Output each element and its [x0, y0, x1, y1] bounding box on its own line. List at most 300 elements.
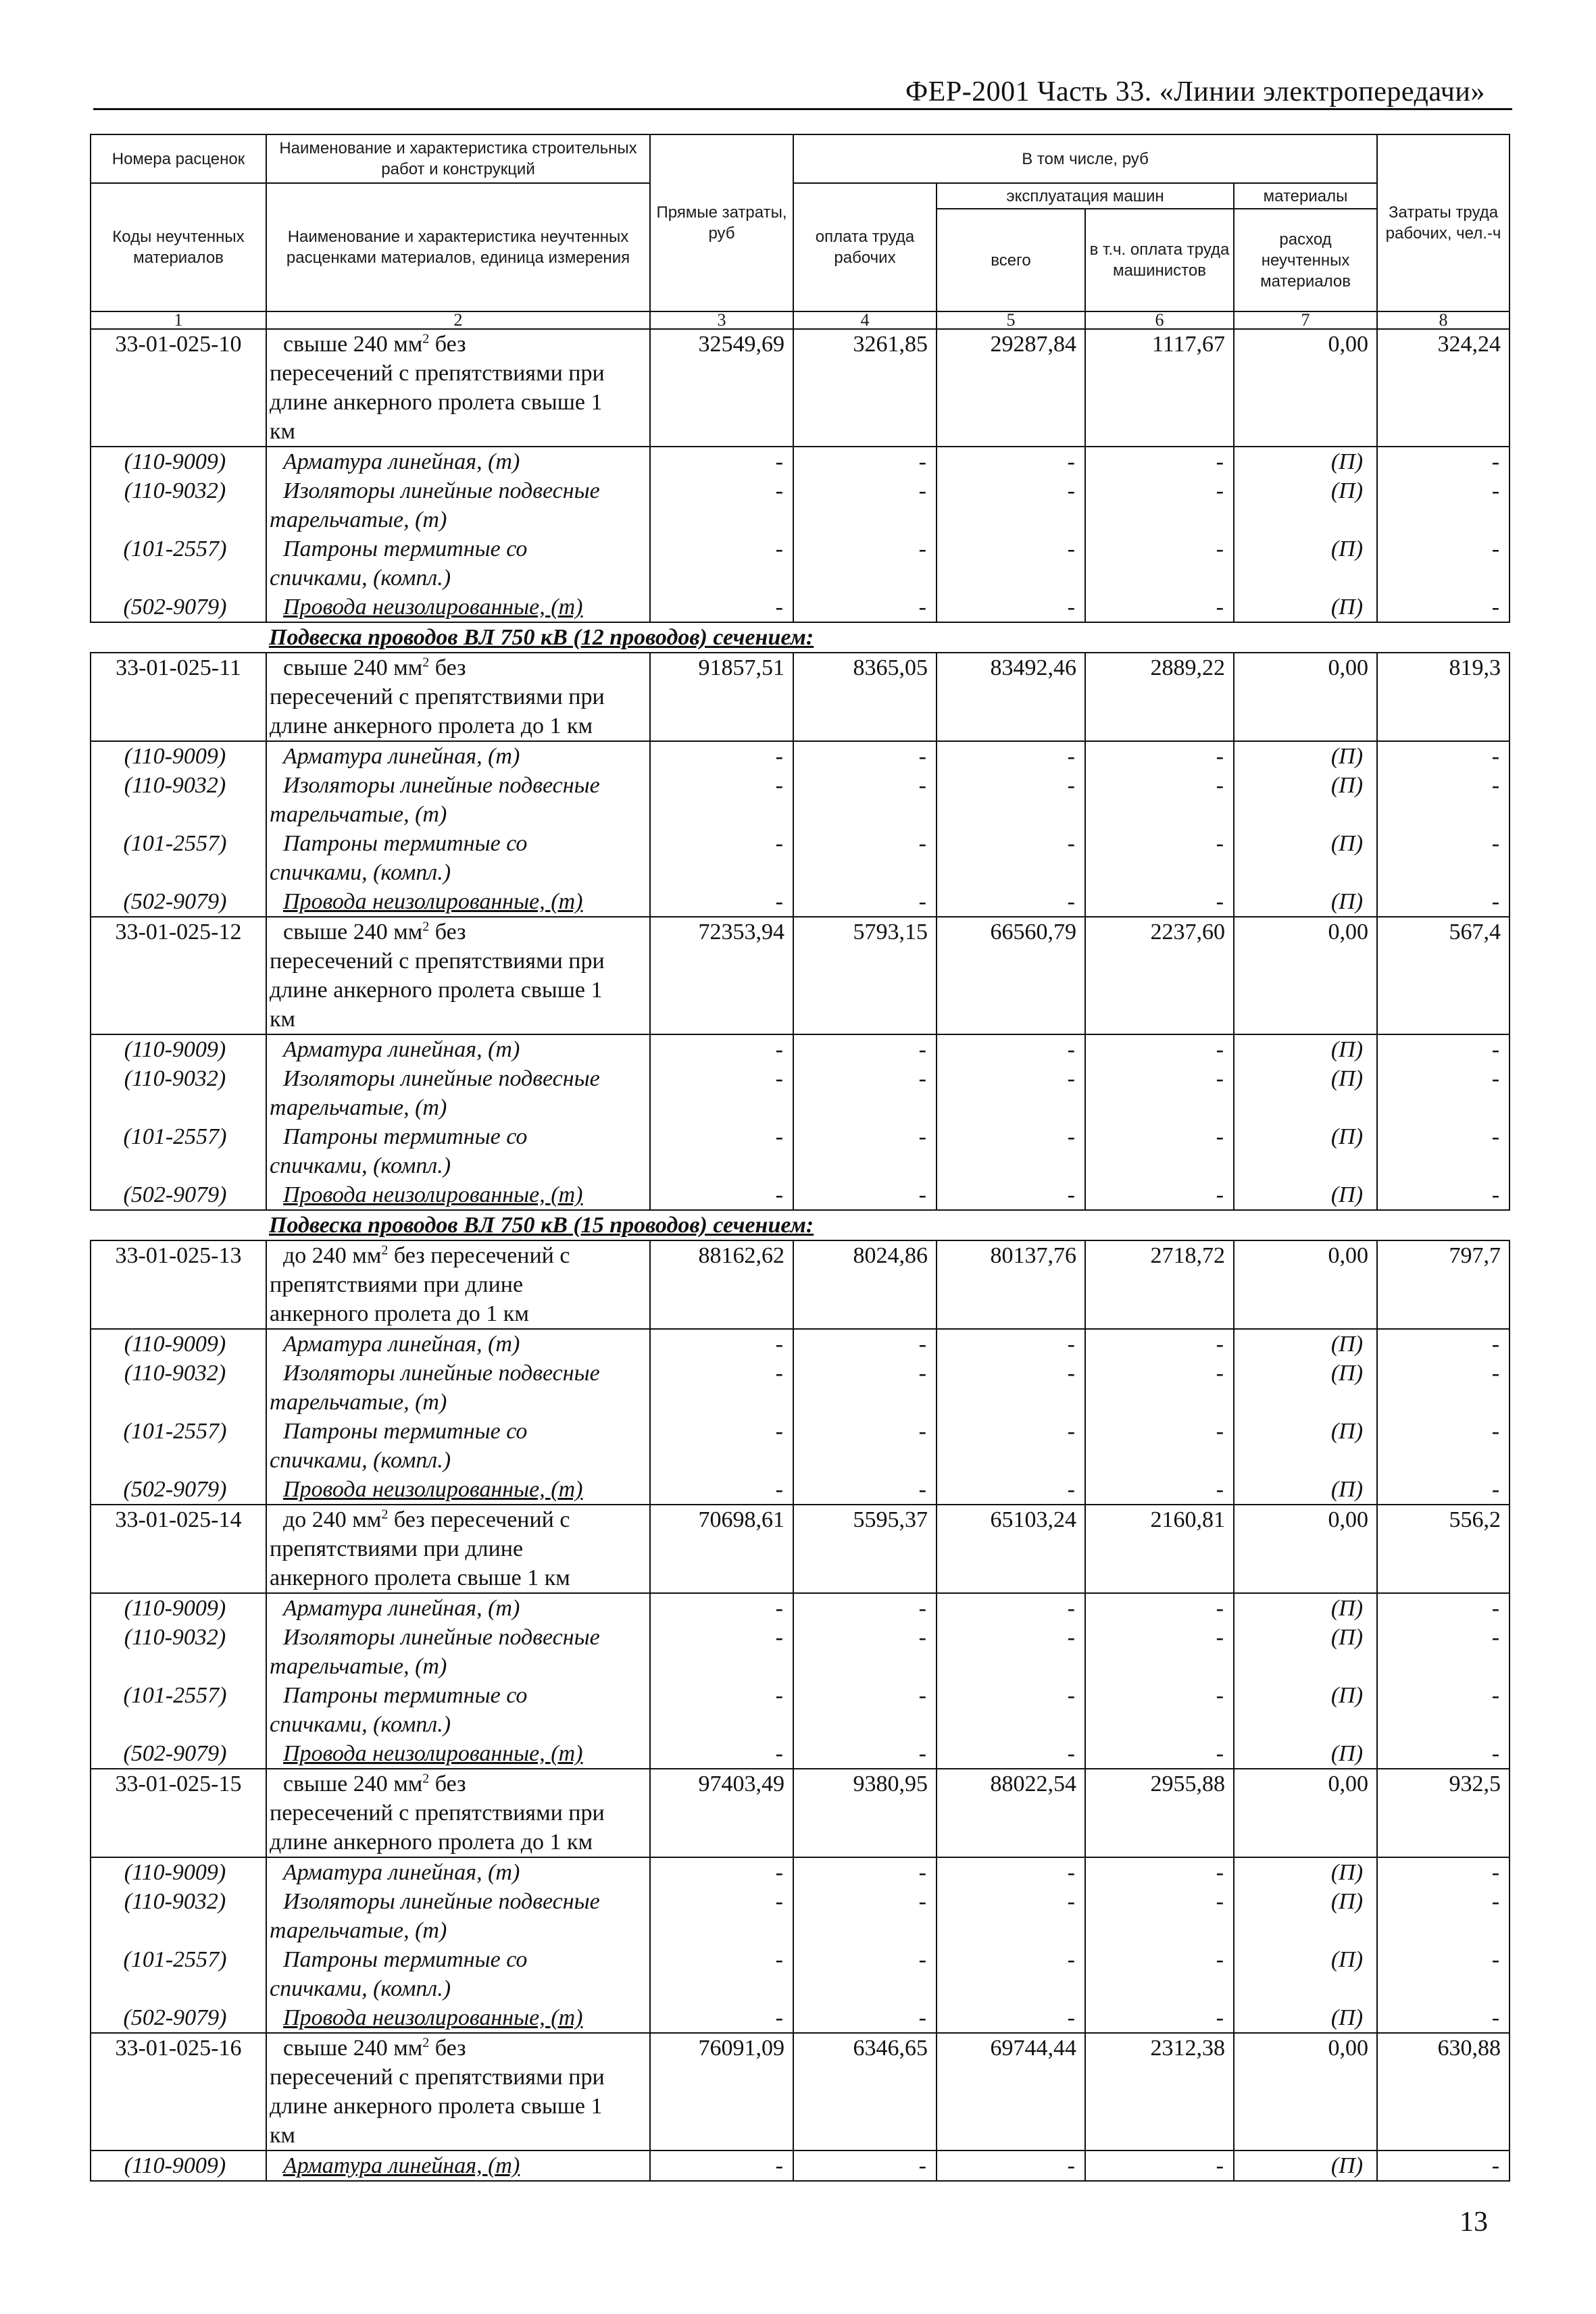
dash-cell: -	[937, 1887, 1085, 1945]
superscript-2: 2	[422, 331, 430, 347]
dash-cell: -	[793, 1329, 937, 1359]
material-line: Изоляторы линейные подвесные	[283, 1625, 600, 1650]
material-line: Изоляторы линейные подвесные	[283, 773, 600, 798]
labor-pay: 8024,86	[793, 1240, 937, 1329]
labor-pay: 9380,95	[793, 1769, 937, 1857]
dash-cell: -	[793, 1122, 937, 1180]
material-name	[266, 1359, 650, 1417]
p-mark: (П)	[1234, 1180, 1377, 1210]
material-line: Арматура линейная, (т)	[283, 1037, 520, 1062]
dash-cell: -	[793, 476, 937, 534]
col-header-oplata: оплата труда рабочих	[793, 183, 937, 311]
rate-code: 33-01-025-12	[91, 917, 266, 1034]
material-name	[266, 1945, 650, 2003]
work-description	[266, 653, 650, 741]
material-row	[91, 1887, 1510, 1945]
dash-cell: -	[793, 1857, 937, 1887]
material-row	[91, 741, 1510, 771]
dash-cell: -	[793, 2003, 937, 2033]
dash-cell: -	[793, 1064, 937, 1122]
col-header-ekspl: эксплуатация машин	[937, 183, 1234, 209]
dash-cell: -	[937, 593, 1085, 622]
table-row	[91, 1240, 1510, 1329]
table-row	[91, 1505, 1510, 1593]
dash-cell: -	[650, 476, 793, 534]
work-line: свыше 240 мм	[283, 655, 423, 680]
dash-cell: -	[650, 1945, 793, 2003]
work-line: без пересечений с	[388, 1243, 570, 1268]
dash-cell: -	[1085, 1064, 1234, 1122]
dash-cell: -	[1377, 1739, 1510, 1769]
dash-cell: -	[937, 534, 1085, 593]
superscript-2: 2	[422, 919, 430, 934]
material-code: (101-2557)	[91, 1681, 266, 1739]
material-line: спичками, (компл.)	[270, 1712, 451, 1737]
p-mark: (П)	[1234, 2003, 1377, 2033]
p-mark: (П)	[1234, 476, 1377, 534]
dash-cell: -	[1377, 2150, 1510, 2181]
col-num-2: 2	[266, 311, 650, 329]
p-mark: (П)	[1234, 1593, 1377, 1623]
p-mark: (П)	[1234, 593, 1377, 622]
col-header-kody: Коды неучтенных материалов	[91, 183, 266, 311]
p-mark: (П)	[1234, 741, 1377, 771]
material-code: (502-9079)	[91, 1739, 266, 1769]
dash-cell: -	[937, 1329, 1085, 1359]
material-row	[91, 1329, 1510, 1359]
p-mark: (П)	[1234, 1359, 1377, 1417]
material-name	[266, 1329, 650, 1359]
p-mark: (П)	[1234, 887, 1377, 917]
material-code: (110-9009)	[91, 1593, 266, 1623]
col-header-zatraty: Затраты труда рабочих, чел.-ч	[1377, 134, 1510, 311]
p-mark: (П)	[1234, 447, 1377, 476]
dash-cell: -	[793, 1475, 937, 1505]
table-row	[91, 1769, 1510, 1857]
dash-cell: -	[937, 1681, 1085, 1739]
material-name	[266, 1417, 650, 1475]
material-line: Патроны термитные со	[283, 1124, 528, 1149]
dash-cell: -	[937, 1593, 1085, 1623]
dash-cell: -	[1085, 1739, 1234, 1769]
section-spacer	[91, 622, 266, 653]
machines-total: 29287,84	[937, 329, 1085, 447]
p-mark: (П)	[1234, 1681, 1377, 1739]
material-code: (110-9032)	[91, 1623, 266, 1681]
dash-cell: -	[1377, 1623, 1510, 1681]
dash-cell: -	[650, 1417, 793, 1475]
work-line: км	[270, 2123, 296, 2148]
material-line: Патроны термитные со	[283, 1419, 528, 1444]
material-line: Провода неизолированные, (т)	[283, 1741, 583, 1766]
p-mark: (П)	[1234, 829, 1377, 887]
p-mark: (П)	[1234, 1857, 1377, 1887]
labor-pay: 3261,85	[793, 329, 937, 447]
col-header-pryamye: Прямые затраты, руб	[650, 134, 793, 311]
section-heading-row	[91, 622, 1510, 653]
material-code: (110-9032)	[91, 476, 266, 534]
material-row	[91, 1034, 1510, 1064]
material-row	[91, 1945, 1510, 2003]
material-line: тарельчатые, (т)	[270, 1918, 447, 1943]
work-line: без	[429, 655, 466, 680]
work-description	[266, 2033, 650, 2150]
material-line: Арматура линейная, (т)	[283, 2153, 520, 2178]
dash-cell: -	[650, 1122, 793, 1180]
work-line: до 240 мм	[283, 1507, 382, 1532]
labor-hours: 556,2	[1377, 1505, 1510, 1593]
col-header-materialy: материалы	[1234, 183, 1377, 209]
material-name	[266, 887, 650, 917]
dash-cell: -	[793, 2150, 937, 2181]
dash-cell: -	[1085, 1329, 1234, 1359]
work-line: пересечений с препятствиями при	[270, 2065, 605, 2090]
dash-cell: -	[793, 1593, 937, 1623]
material-code: (502-9079)	[91, 2003, 266, 2033]
material-code: (502-9079)	[91, 593, 266, 622]
dash-cell: -	[1377, 1681, 1510, 1739]
dash-cell: -	[937, 1417, 1085, 1475]
dash-cell: -	[793, 447, 937, 476]
work-line: анкерного пролета до 1 км	[270, 1301, 529, 1326]
work-line: пересечений с препятствиями при	[270, 684, 605, 709]
material-name	[266, 1122, 650, 1180]
p-mark: (П)	[1234, 1417, 1377, 1475]
dash-cell: -	[650, 887, 793, 917]
p-mark: (П)	[1234, 2150, 1377, 2181]
col-num-5: 5	[937, 311, 1085, 329]
material-row	[91, 887, 1510, 917]
dash-cell: -	[937, 1359, 1085, 1417]
machines-total: 65103,24	[937, 1505, 1085, 1593]
material-row	[91, 1417, 1510, 1475]
section-spacer	[91, 1210, 266, 1240]
work-description	[266, 329, 650, 447]
material-row	[91, 1593, 1510, 1623]
materials-cost: 0,00	[1234, 329, 1377, 447]
work-description	[266, 1505, 650, 1593]
dash-cell: -	[937, 476, 1085, 534]
dash-cell: -	[650, 1623, 793, 1681]
machines-total: 83492,46	[937, 653, 1085, 741]
work-line: свыше 240 мм	[283, 1771, 423, 1796]
dash-cell: -	[1377, 1945, 1510, 2003]
dash-cell: -	[1085, 1857, 1234, 1887]
material-code: (110-9032)	[91, 1359, 266, 1417]
work-line: препятствиями при длине	[270, 1536, 524, 1561]
work-line: без	[429, 332, 466, 357]
dash-cell: -	[937, 1945, 1085, 2003]
table-row	[91, 329, 1510, 447]
dash-cell: -	[650, 2003, 793, 2033]
material-code: (110-9032)	[91, 1064, 266, 1122]
dash-cell: -	[937, 447, 1085, 476]
material-name	[266, 771, 650, 829]
col-header-rashod: расход неучтенных материалов	[1234, 209, 1377, 311]
dash-cell: -	[1377, 2003, 1510, 2033]
material-code: (110-9009)	[91, 741, 266, 771]
machinists-pay: 2889,22	[1085, 653, 1234, 741]
material-code: (110-9009)	[91, 1329, 266, 1359]
machines-total: 80137,76	[937, 1240, 1085, 1329]
col-header-vsego: всего	[937, 209, 1085, 311]
dash-cell: -	[1377, 1034, 1510, 1064]
material-name	[266, 1857, 650, 1887]
col-header-vtch: в т.ч. оплата труда машинистов	[1085, 209, 1234, 311]
section-heading-row	[91, 1210, 1510, 1240]
dash-cell: -	[1085, 447, 1234, 476]
col-num-8: 8	[1377, 311, 1510, 329]
material-row	[91, 1739, 1510, 1769]
dash-cell: -	[650, 447, 793, 476]
materials-cost: 0,00	[1234, 2033, 1377, 2150]
material-code: (110-9009)	[91, 1857, 266, 1887]
p-mark: (П)	[1234, 771, 1377, 829]
material-name	[266, 741, 650, 771]
dash-cell: -	[937, 1064, 1085, 1122]
material-line: Изоляторы линейные подвесные	[283, 1889, 600, 1914]
dash-cell: -	[1377, 593, 1510, 622]
material-name	[266, 1593, 650, 1623]
material-line: Провода неизолированные, (т)	[283, 2005, 583, 2030]
superscript-2: 2	[422, 1771, 430, 1786]
material-line: Патроны термитные со	[283, 536, 528, 561]
material-row	[91, 771, 1510, 829]
dash-cell: -	[650, 1359, 793, 1417]
dash-cell: -	[793, 1887, 937, 1945]
material-line: спичками, (компл.)	[270, 1153, 451, 1178]
dash-cell: -	[1085, 1681, 1234, 1739]
material-line: Патроны термитные со	[283, 831, 528, 856]
col-num-7: 7	[1234, 311, 1377, 329]
machinists-pay: 2718,72	[1085, 1240, 1234, 1329]
work-description	[266, 1240, 650, 1329]
material-code: (110-9009)	[91, 447, 266, 476]
material-row	[91, 2150, 1510, 2181]
dash-cell: -	[650, 1475, 793, 1505]
superscript-2: 2	[422, 2035, 430, 2051]
dash-cell: -	[793, 1180, 937, 1210]
table-row	[91, 917, 1510, 1034]
material-line: Патроны термитные со	[283, 1683, 528, 1708]
machinists-pay: 2160,81	[1085, 1505, 1234, 1593]
work-line: без	[429, 920, 466, 945]
dash-cell: -	[937, 1122, 1085, 1180]
dash-cell: -	[937, 829, 1085, 887]
dash-cell: -	[1085, 476, 1234, 534]
col-header-naim: Наименование и характеристика строительных работ и конструкций	[266, 134, 650, 183]
material-row	[91, 534, 1510, 593]
material-code: (110-9032)	[91, 771, 266, 829]
machines-total: 88022,54	[937, 1769, 1085, 1857]
dash-cell: -	[937, 1034, 1085, 1064]
dash-cell: -	[1377, 887, 1510, 917]
material-code: (502-9079)	[91, 887, 266, 917]
material-name	[266, 593, 650, 622]
dash-cell: -	[1085, 829, 1234, 887]
material-line: Провода неизолированные, (т)	[283, 889, 583, 914]
direct-costs: 97403,49	[650, 1769, 793, 1857]
material-line: Провода неизолированные, (т)	[283, 1477, 583, 1502]
header-rule	[93, 108, 1512, 110]
work-line: препятствиями при длине	[270, 1272, 524, 1297]
work-line: свыше 240 мм	[283, 332, 423, 357]
material-row	[91, 593, 1510, 622]
work-line: анкерного пролета свыше 1 км	[270, 1565, 570, 1590]
direct-costs: 91857,51	[650, 653, 793, 741]
work-line: свыше 240 мм	[283, 2036, 423, 2061]
dash-cell: -	[1085, 1593, 1234, 1623]
material-line: Изоляторы линейные подвесные	[283, 1066, 600, 1091]
work-line: без	[429, 2036, 466, 2061]
page-number: 13	[1460, 2207, 1488, 2238]
dash-cell: -	[793, 1034, 937, 1064]
dash-cell: -	[1085, 593, 1234, 622]
dash-cell: -	[793, 1681, 937, 1739]
material-line: Арматура линейная, (т)	[283, 744, 520, 769]
dash-cell: -	[937, 2003, 1085, 2033]
labor-pay: 5793,15	[793, 917, 937, 1034]
work-line: без пересечений с	[388, 1507, 570, 1532]
material-line: спичками, (компл.)	[270, 1448, 451, 1473]
material-name	[266, 1180, 650, 1210]
material-line: Арматура линейная, (т)	[283, 1332, 520, 1357]
dash-cell: -	[1085, 887, 1234, 917]
dash-cell: -	[650, 1329, 793, 1359]
labor-hours: 324,24	[1377, 329, 1510, 447]
material-line: Патроны термитные со	[283, 1947, 528, 1972]
section-heading: Подвеска проводов ВЛ 750 кВ (15 проводов) сечением:	[266, 1210, 1510, 1240]
rate-code: 33-01-025-16	[91, 2033, 266, 2150]
dash-cell: -	[650, 1739, 793, 1769]
material-row	[91, 1623, 1510, 1681]
dash-cell: -	[793, 741, 937, 771]
dash-cell: -	[1377, 1064, 1510, 1122]
dash-cell: -	[793, 534, 937, 593]
labor-pay: 8365,05	[793, 653, 937, 741]
dash-cell: -	[1085, 1623, 1234, 1681]
dash-cell: -	[937, 2150, 1085, 2181]
material-line: тарельчатые, (т)	[270, 1390, 447, 1415]
table-body	[91, 329, 1510, 2181]
material-name	[266, 1623, 650, 1681]
work-line: пересечений с препятствиями при	[270, 1801, 605, 1826]
dash-cell: -	[1085, 1034, 1234, 1064]
dash-cell: -	[650, 1034, 793, 1064]
work-line: длине анкерного пролета свыше 1	[270, 390, 603, 415]
p-mark: (П)	[1234, 1887, 1377, 1945]
material-name	[266, 1887, 650, 1945]
dash-cell: -	[937, 741, 1085, 771]
materials-cost: 0,00	[1234, 1240, 1377, 1329]
dash-cell: -	[937, 1739, 1085, 1769]
material-row	[91, 1681, 1510, 1739]
dash-cell: -	[1377, 476, 1510, 534]
material-line: тарельчатые, (т)	[270, 1654, 447, 1679]
dash-cell: -	[650, 1887, 793, 1945]
section-heading: Подвеска проводов ВЛ 750 кВ (12 проводов) сечением:	[266, 622, 1510, 653]
dash-cell: -	[937, 771, 1085, 829]
p-mark: (П)	[1234, 534, 1377, 593]
work-line: длине анкерного пролета свыше 1	[270, 978, 603, 1003]
material-code: (502-9079)	[91, 1475, 266, 1505]
rate-code: 33-01-025-14	[91, 1505, 266, 1593]
dash-cell: -	[650, 741, 793, 771]
material-name	[266, 1064, 650, 1122]
rate-code: 33-01-025-15	[91, 1769, 266, 1857]
dash-cell: -	[1085, 2150, 1234, 2181]
dash-cell: -	[793, 1945, 937, 2003]
machinists-pay: 1117,67	[1085, 329, 1234, 447]
dash-cell: -	[793, 771, 937, 829]
dash-cell: -	[1377, 1329, 1510, 1359]
dash-cell: -	[650, 1857, 793, 1887]
material-line: Провода неизолированные, (т)	[283, 1182, 583, 1207]
material-code: (101-2557)	[91, 829, 266, 887]
material-row	[91, 1857, 1510, 1887]
work-description	[266, 1769, 650, 1857]
material-line: спичками, (компл.)	[270, 860, 451, 885]
labor-pay: 5595,37	[793, 1505, 937, 1593]
col-num-4: 4	[793, 311, 937, 329]
material-row	[91, 476, 1510, 534]
dash-cell: -	[937, 1857, 1085, 1887]
labor-hours: 797,7	[1377, 1240, 1510, 1329]
labor-hours: 567,4	[1377, 917, 1510, 1034]
material-line: Арматура линейная, (т)	[283, 1860, 520, 1885]
dash-cell: -	[1377, 1359, 1510, 1417]
labor-hours: 819,3	[1377, 653, 1510, 741]
material-name	[266, 1681, 650, 1739]
dash-cell: -	[650, 2150, 793, 2181]
material-row	[91, 447, 1510, 476]
machinists-pay: 2237,60	[1085, 917, 1234, 1034]
direct-costs: 76091,09	[650, 2033, 793, 2150]
work-line: свыше 240 мм	[283, 920, 423, 945]
col-header-nomer: Номера расценок	[91, 134, 266, 183]
materials-cost: 0,00	[1234, 1505, 1377, 1593]
superscript-2: 2	[381, 1242, 389, 1258]
work-line: пересечений с препятствиями при	[270, 949, 605, 974]
dash-cell: -	[650, 1180, 793, 1210]
dash-cell: -	[793, 1417, 937, 1475]
material-code: (110-9009)	[91, 2150, 266, 2181]
p-mark: (П)	[1234, 1945, 1377, 2003]
dash-cell: -	[1377, 1417, 1510, 1475]
dash-cell: -	[793, 1359, 937, 1417]
dash-cell: -	[793, 829, 937, 887]
dash-cell: -	[793, 593, 937, 622]
materials-cost: 0,00	[1234, 653, 1377, 741]
material-row	[91, 2003, 1510, 2033]
material-line: тарельчатые, (т)	[270, 802, 447, 827]
col-header-v-tom-chisle: В том числе, руб	[793, 134, 1377, 183]
dash-cell: -	[650, 1593, 793, 1623]
material-row	[91, 1064, 1510, 1122]
material-line: Провода неизолированные, (т)	[283, 595, 583, 620]
col-num-6: 6	[1085, 311, 1234, 329]
material-line: спичками, (компл.)	[270, 565, 451, 590]
dash-cell: -	[1085, 534, 1234, 593]
material-name	[266, 829, 650, 887]
material-code: (101-2557)	[91, 1122, 266, 1180]
dash-cell: -	[1377, 1180, 1510, 1210]
dash-cell: -	[793, 887, 937, 917]
dash-cell: -	[1085, 2003, 1234, 2033]
material-line: Арматура линейная, (т)	[283, 1596, 520, 1621]
material-line: спичками, (компл.)	[270, 1976, 451, 2001]
material-row	[91, 1180, 1510, 1210]
